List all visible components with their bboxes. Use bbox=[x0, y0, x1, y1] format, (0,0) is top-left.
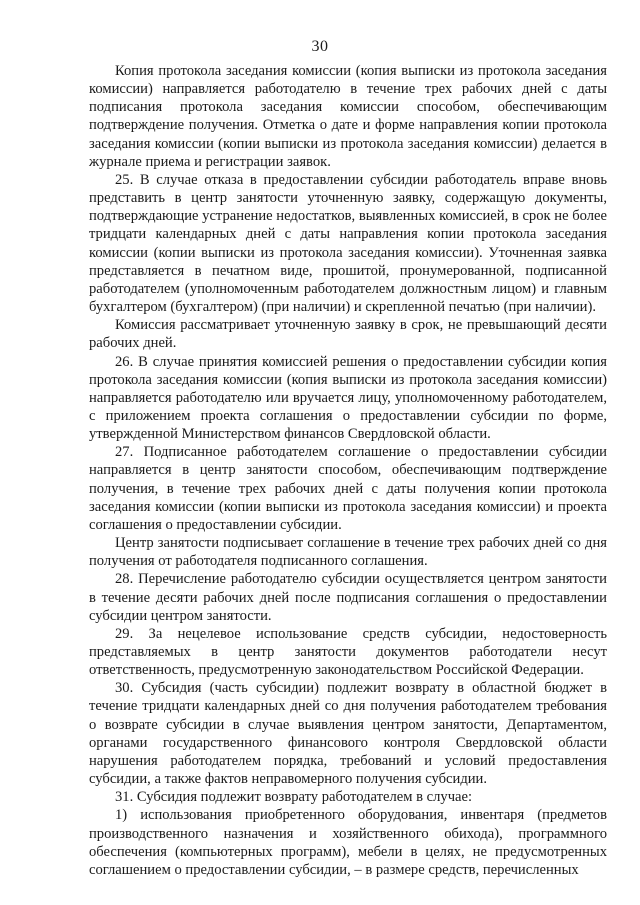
paragraph-30-return: 30. Субсидия (часть субсидии) подлежит возврату в областной бюджет в течение тридцати календарных дней со дня получения работодателем требования о возврате субсидии в случае выявления центром занятости, Департаментом, органами государственного финансового контроля Свердловской области нарушения работодателем порядка, требований и условий предоставления субсидии, а также фактов неправомерного получения субсидии. bbox=[89, 680, 607, 788]
document-body bbox=[89, 62, 607, 879]
paragraph-center-signs: Центр занятости подписывает соглашение в течение трех рабочих дней со дня получения от работодателя подписанного соглашения. bbox=[89, 535, 607, 570]
page-number: 30 bbox=[311, 38, 329, 55]
paragraph-25-refusal: 25. В случае отказа в предоставлении субсидии работодатель вправе вновь представить в центр занятости уточненную заявку, содержащую документы, подтверждающие устранение недостатков, выявленных комиссией, в срок не более тридцати календарных дней с даты направления копии протокола заседания комиссии (копии выписки из протокола заседания комиссии). Уточненная заявка представляется в печатном виде, прошитой, пронумерованной, подписанной работодателем (уполномоченным работодателем должностным лицом) и главным бухгалтером (бухгалтером) (при наличии) и скрепленной печатью (при наличии). bbox=[89, 171, 607, 316]
paragraph-26-approval: 26. В случае принятия комиссией решения о предоставлении субсидии копия протокола заседания комиссии (копия выписки из протокола заседания комиссии) направляется работодателю или вручается лицу, уполномоченному работодателем, с приложением проекта соглашения о предоставлении субсидии по форме, утвержденной Министерством финансов Свердловской области. bbox=[89, 353, 607, 443]
paragraph-31-return-cases: 31. Субсидия подлежит возврату работодателем в случае: bbox=[115, 789, 473, 806]
paragraph-29-responsibility: 29. За нецелевое использование средств субсидии, недостоверность представляемых в центр занятости документов работодатели несут ответственность, предусмотренную законодательством Российской Федерации. bbox=[89, 625, 607, 679]
paragraph-31-item-1: 1) использования приобретенного оборудования, инвентаря (предметов производственного назначения и хозяйственного обихода), программного обеспечения (компьютерных программ), мебели в целях, не предусмотренных соглашением о предоставлении субсидии, – в размере средств, перечисленных bbox=[89, 807, 607, 878]
paragraph-commission-review: Комиссия рассматривает уточненную заявку в срок, не превышающий десяти рабочих дней. bbox=[89, 317, 607, 352]
paragraph-protocol-copy: Копия протокола заседания комиссии (копия выписки из протокола заседания комиссии) направляется работодателю в течение трех рабочих дней с даты подписания протокола заседания комиссии способом, обеспечивающим подтверждение получения. Отметка о дате и форме направления копии протокола заседания комиссии (копии выписки из протокола заседания комиссии) делается в журнале приема и регистрации заявок. bbox=[89, 63, 607, 170]
paragraph-27-signed-agreement: 27. Подписанное работодателем соглашение о предоставлении субсидии направляется в центр занятости способом, обеспечивающим подтверждение получения, в течение трех рабочих дней с даты получения копии протокола заседания комиссии (копии выписки из протокола заседания комиссии) и проекта соглашения о предоставлении субсидии. bbox=[89, 444, 607, 533]
paragraph-28-transfer: 28. Перечисление работодателю субсидии осуществляется центром занятости в течение десяти рабочих дней после подписания соглашения о предоставлении субсидии центром занятости. bbox=[89, 571, 607, 624]
